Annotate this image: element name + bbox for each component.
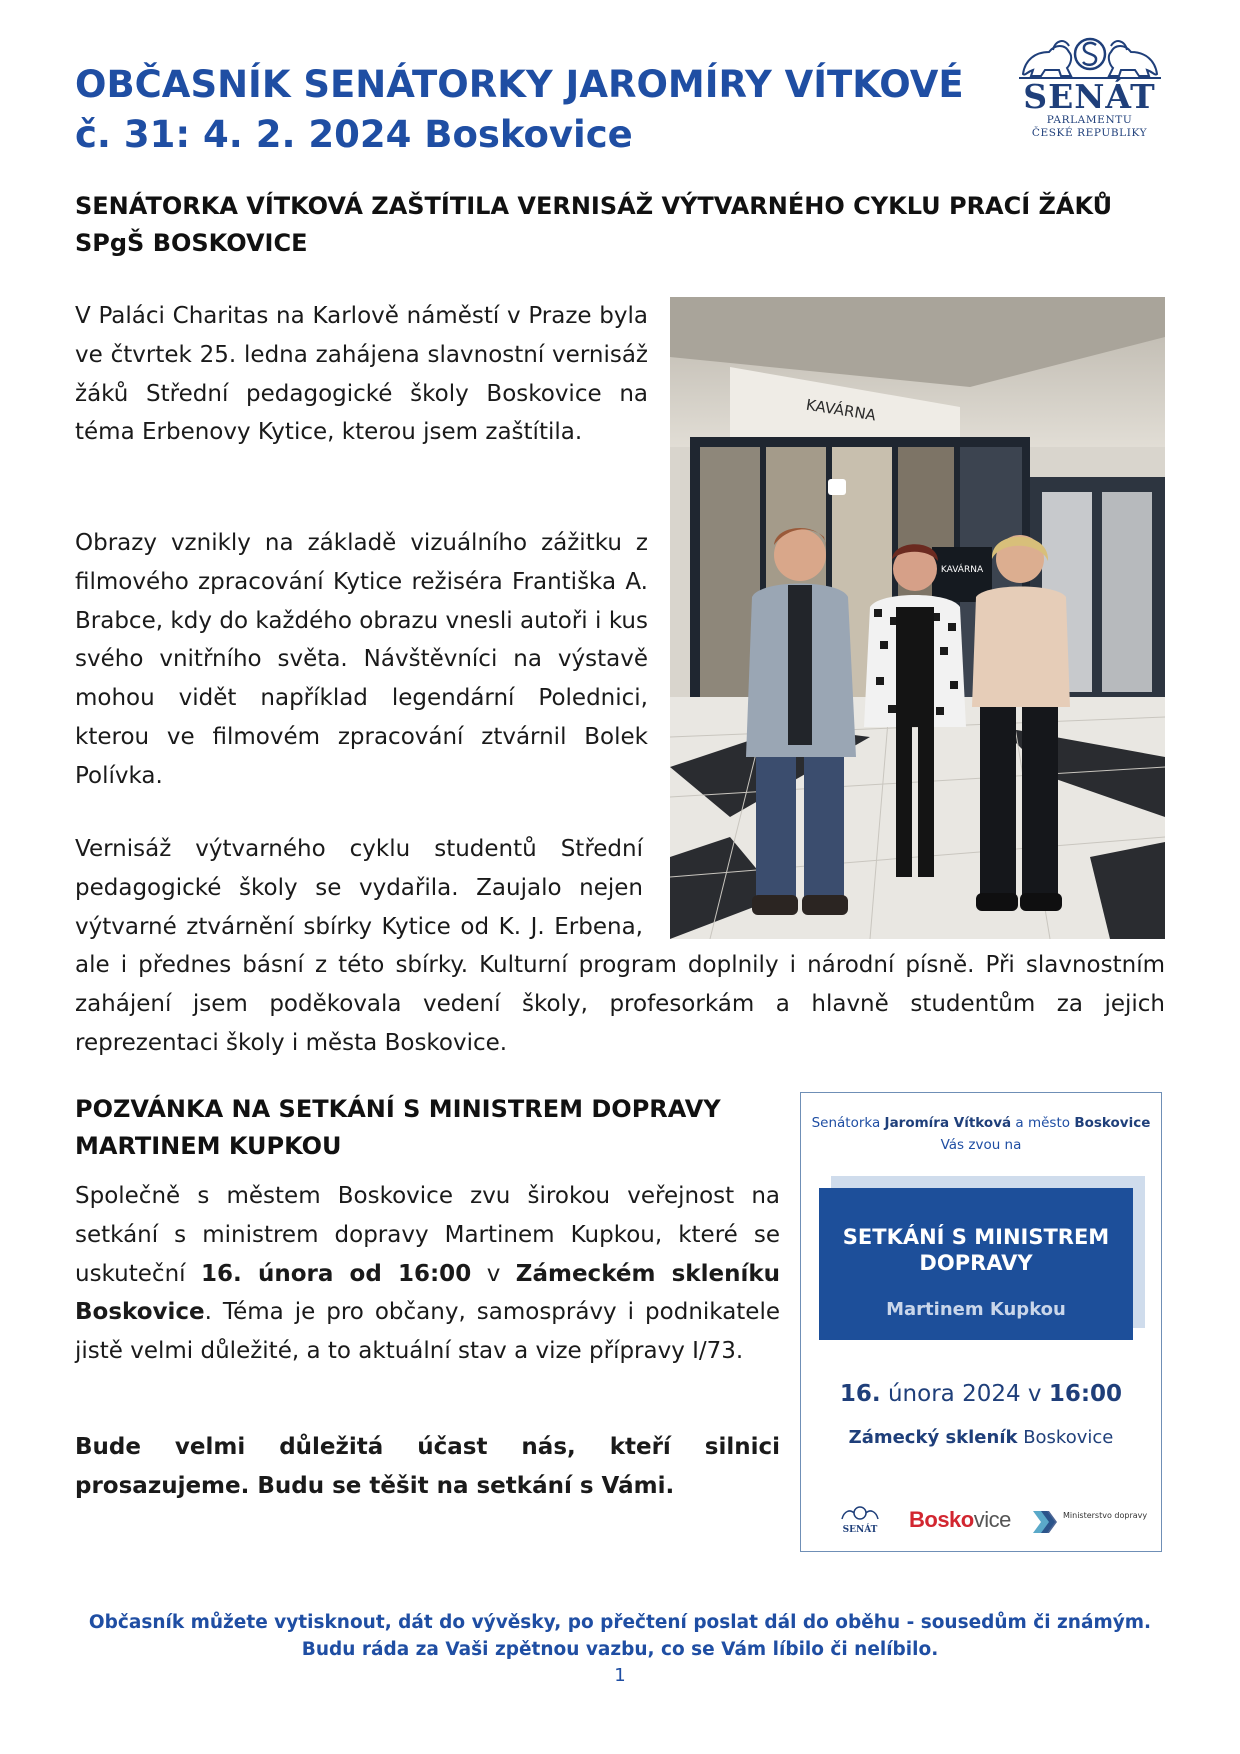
card-place-town: Boskovice: [1017, 1427, 1114, 1448]
card-title-box: [819, 1188, 1133, 1340]
title-line-2: č. 31: 4. 2. 2024 Boskovice: [75, 113, 633, 156]
card-invite-line-2: Vás zvou na: [940, 1137, 1022, 1153]
section2-heading: [75, 1091, 775, 1165]
card-line1-name: Jaromíra Vítková: [884, 1115, 1012, 1131]
card-ministry-logo: [1031, 1507, 1148, 1537]
title-line-1: OBČASNÍK SENÁTORKY JAROMÍRY VÍTKOVÉ: [75, 63, 964, 106]
logo-subtitle-2: ČESKÉ REPUBLIKY: [1031, 127, 1148, 139]
p4-venue: Zámeckém skleníku Boskovice: [75, 1260, 781, 1326]
card-title-line-2: DOPRAVY: [919, 1251, 1033, 1275]
section2-heading-line-1: POZVÁNKA NA SETKÁNÍ S MINISTREM DOPRAVY: [75, 1095, 721, 1123]
p4-part-c: v: [471, 1260, 516, 1287]
card-senat-word: SENÁT: [842, 1525, 878, 1535]
card-title-line-1: SETKÁNÍ S MINISTREM: [842, 1225, 1110, 1249]
logo-word: SENÁT: [1023, 77, 1156, 116]
section1-paragraph-1: V Paláci Charitas na Karlově náměstí v Praze byla ve čtvrtek 25. ledna zahájena slavnostní vernisáž žáků Střední pedagogické školy Boskovice na téma Erbenovy Kytice, kterou jsem zaštítila.: [75, 303, 648, 446]
card-boskovice-b: vice: [973, 1507, 1011, 1532]
event-photo: [670, 297, 1165, 939]
card-line1-a: Senátorka: [811, 1115, 885, 1131]
section2-paragraph-2: Bude velmi důležitá účast nás, kteří silnici prosazujeme. Budu se těšit na setkání s Vámi.: [75, 1434, 780, 1499]
invitation-card: [800, 1092, 1162, 1552]
section2-heading-line-2: MARTINEM KUPKOU: [75, 1132, 342, 1160]
card-place: [801, 1427, 1161, 1448]
card-place-venue: Zámecký skleník: [848, 1427, 1018, 1448]
card-boskovice-logo: [909, 1507, 1011, 1533]
logo-subtitle-1: PARLAMENTU: [1046, 114, 1133, 126]
card-date-time: 16:00: [1048, 1381, 1123, 1407]
p4-part-a: Společně s městem Boskovice zvu širokou veřejnost na setkání s ministrem dopravy Martinem Kupkou, které se uskuteční: [75, 1183, 780, 1287]
page-number: 1: [614, 1665, 626, 1686]
cafe-hall-illustration: [670, 297, 1165, 939]
p4-date: 16. února od 16:00: [201, 1260, 472, 1287]
senat-logo: [1012, 30, 1167, 160]
card-date: [801, 1381, 1161, 1407]
section1-paragraph-2: Obrazy vznikly na základě vizuálního zážitku z filmového zpracování Kytice režiséra Františka A. Brabce, kdy do každého obrazu vnesli autoři i kus svého vnitřního světa. Návštěvníci na výstavě mohou vidět například legendární Polednici, kterou ve filmovém zpracování ztvárnil Bolek Polívka.: [75, 530, 648, 789]
photo-sign-text: KAVÁRNA: [804, 395, 878, 425]
card-line1-town: Boskovice: [1074, 1115, 1151, 1131]
card-boskovice-a: Bosko: [909, 1507, 974, 1532]
section1-heading-line-2: SPgŠ BOSKOVICE: [75, 229, 308, 257]
ministry-arrow-icon: [1031, 1507, 1061, 1537]
card-date-day: 16.: [839, 1381, 881, 1407]
section2-paragraph-1: [75, 1177, 780, 1371]
card-ministry-text: Ministerstvo dopravy: [1063, 1511, 1148, 1520]
card-invite-line-1: [801, 1115, 1161, 1131]
section1-paragraph-3-text: Vernisáž výtvarného cyklu studentů Střední pedagogické školy se vydařila. Zaujalo nejen výtvarné ztvárnění sbírky Kytice od K. J. Erbena, ale i přednes básní z této sbírky. Kulturní program doplnily i národní písně. Při slavnostním zahájení jsem poděkovala vedení školy, profesorkám a hlavně studentům za jejich reprezentaci školy i města Boskovice.: [75, 836, 1165, 1056]
p4-part-e: . Téma je pro občany, samosprávy i podnikatele jistě velmi důležité, a to aktuální stav a vize přípravy I/73.: [75, 1299, 780, 1365]
card-line1-c: a město: [1011, 1115, 1075, 1131]
card-senat-logo: [835, 1505, 885, 1535]
footer-note: Občasník můžete vytisknout, dát do vývěsky, po přečtení poslat dál do oběhu - sousedům či známým. Budu ráda za Vaši zpětnou vazbu, co se Vám líbilo či nelíbilo.: [88, 1612, 1152, 1660]
card-date-middle: února 2024 v: [880, 1381, 1049, 1407]
card-subtitle: Martinem Kupkou: [886, 1299, 1066, 1320]
page-title: [75, 60, 975, 160]
lions-crest-icon: [1015, 30, 1165, 82]
section1-heading-line-1: SENÁTORKA VÍTKOVÁ ZAŠTÍTILA VERNISÁŽ VÝTVARNÉHO CYKLU PRACÍ ŽÁKŮ: [75, 192, 1113, 220]
card-logos: [801, 1505, 1161, 1539]
senat-mini-crest-icon: [840, 1505, 880, 1521]
photo-small-sign-text: KAVÁRNA: [940, 565, 984, 575]
section1-heading: [75, 188, 1165, 262]
card-title: [819, 1224, 1133, 1276]
